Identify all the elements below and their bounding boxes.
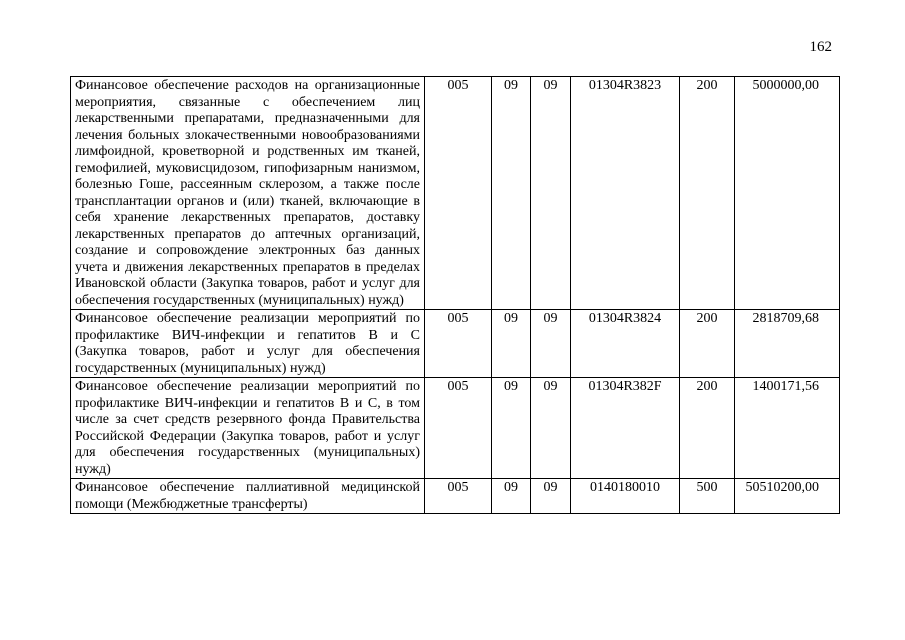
admin-code-cell: 005 [425,77,492,310]
target-item-cell: 01304R3823 [571,77,680,310]
page-number: 162 [809,39,832,55]
budget-table [70,76,840,514]
admin-code-cell: 005 [425,310,492,378]
subsection-cell: 09 [531,77,571,310]
amount-cell: 1400171,56 [735,378,840,479]
section-cell: 09 [492,77,531,310]
expense-type-cell: 200 [680,310,735,378]
row-description: Финансовое обеспечение паллиативной медицинской помощи (Межбюджетные трансферты) [71,479,425,514]
table-row [71,378,840,479]
expense-type-cell: 500 [680,479,735,514]
subsection-cell: 09 [531,310,571,378]
admin-code-cell: 005 [425,378,492,479]
table-row [71,479,840,514]
target-item-cell: 01304R382F [571,378,680,479]
section-cell: 09 [492,378,531,479]
subsection-cell: 09 [531,378,571,479]
section-cell: 09 [492,479,531,514]
admin-code-cell: 005 [425,479,492,514]
expense-type-cell: 200 [680,378,735,479]
target-item-cell: 01304R3824 [571,310,680,378]
amount-cell: 5000000,00 [735,77,840,310]
expense-type-cell: 200 [680,77,735,310]
amount-cell: 2818709,68 [735,310,840,378]
subsection-cell: 09 [531,479,571,514]
target-item-cell: 0140180010 [571,479,680,514]
row-description: Финансовое обеспечение расходов на организационные мероприятия, связанные с обеспечением лиц лекарственными препаратами, предназначенными для лечения больных злокачественными новообразованиями лимфоидной, кроветворной и родственных им тканей, гемофилией, муковисцидозом, гипофизарным нанизмом, болезнью Гоше, рассеянным склерозом, а также после трансплантации органов и (или) тканей, включающие в себя хранение лекарственных препаратов, доставку лекарственных препаратов до аптечных организаций, создание и сопровождение электронных баз данных учета и движения лекарственных препаратов в пределах Ивановской области (Закупка товаров, работ и услуг для обеспечения государственных (муниципальных) нужд) [71,77,425,310]
row-description: Финансовое обеспечение реализации мероприятий по профилактике ВИЧ-инфекции и гепатитов В и С, в том числе за счет средств резервного фонда Правительства Российской Федерации (Закупка товаров, работ и услуг для обеспечения государственных (муниципальных) нужд) [71,378,425,479]
section-cell: 09 [492,310,531,378]
table-row [71,77,840,310]
amount-cell: 50510200,00 [735,479,840,514]
table-row [71,310,840,378]
row-description: Финансовое обеспечение реализации мероприятий по профилактике ВИЧ-инфекции и гепатитов В и С (Закупка товаров, работ и услуг для обеспечения государственных (муниципальных) нужд) [71,310,425,378]
